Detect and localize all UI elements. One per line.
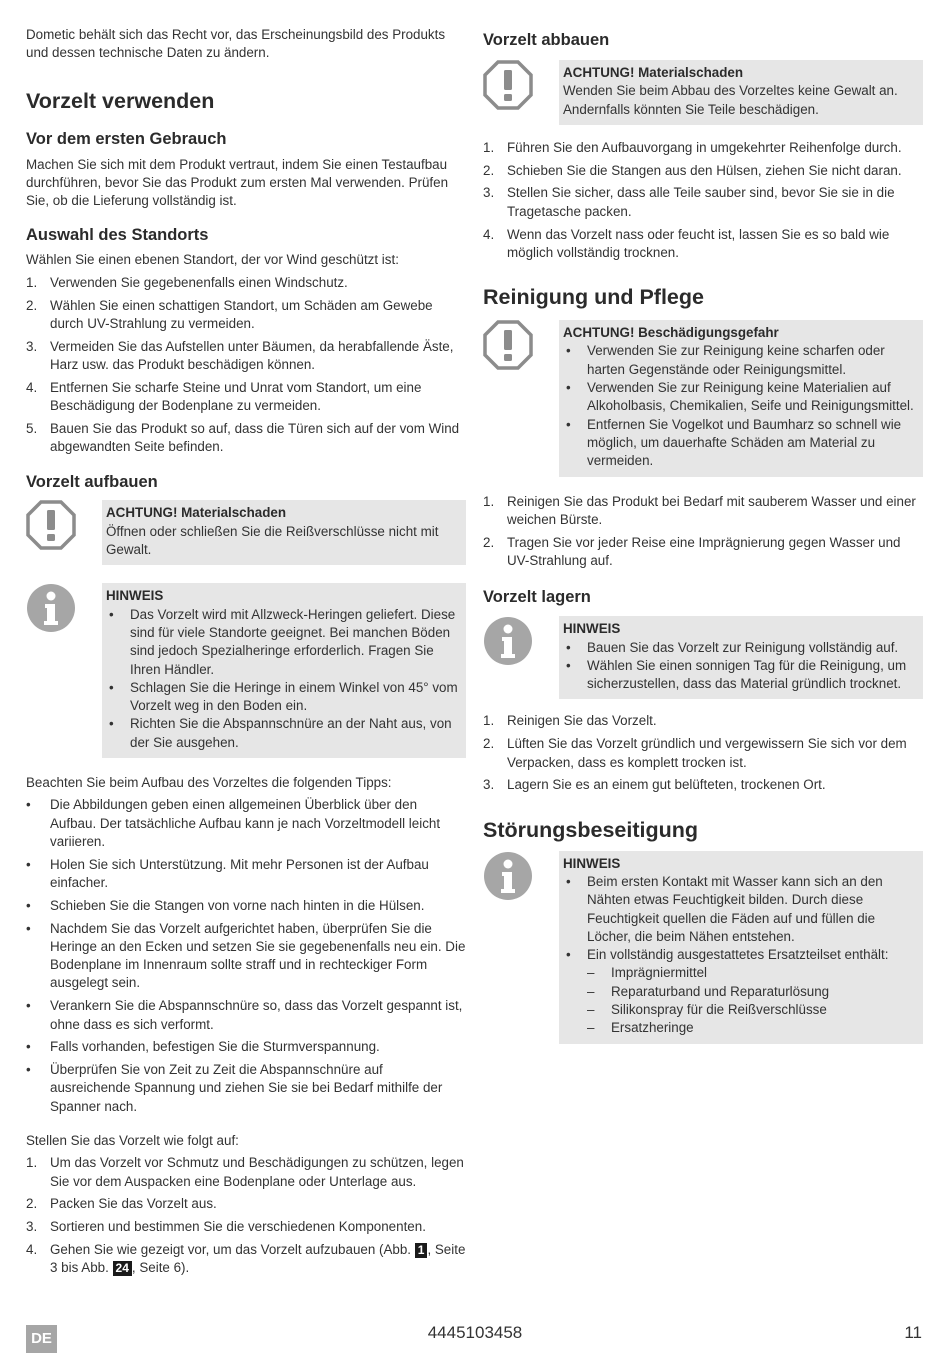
note-box bbox=[559, 851, 923, 1044]
site-intro: Wählen Sie einen ebenen Standort, der vor Wind geschützt ist: bbox=[26, 252, 399, 268]
first-use-text: Machen Sie sich mit dem Produkt vertraut, indem Sie einen Testaufbau durchführen, bevor Sie das Produkt zum ersten Mal verwenden. Prüfen Sie, ob die Lieferung vollständig ist. bbox=[26, 156, 449, 209]
list-item: 1. Führen Sie den Aufbauvorgang in umgekehrter Reihenfolge durch. bbox=[483, 139, 902, 155]
heading-auswahl-des-standorts: Auswahl des Standorts bbox=[26, 226, 209, 245]
figure-ref-1[interactable]: 1 bbox=[415, 1243, 428, 1258]
list-item: – Imprägniermittel bbox=[587, 965, 707, 981]
list-item: • Bauen Sie das Vorzelt zur Reinigung vollständig auf. bbox=[566, 639, 899, 655]
note-notice bbox=[483, 851, 923, 1044]
list-item: – Silikonspray für die Reißverschlüsse bbox=[587, 1001, 827, 1017]
heading-vorzelt-verwenden: Vorzelt verwenden bbox=[26, 88, 215, 113]
list-item: • Nachdem Sie das Vorzelt aufgerichtet haben, überprüfen Sie die Heringe an den Ecken und setzen Sie sie gegebenenfalls neu ein. Die Bodenplane im Innenraum sollte straff und in rechteckiger Form ausgelegt sein. bbox=[26, 920, 466, 991]
spare-parts-list bbox=[587, 964, 915, 1037]
list-item: • Schieben Sie die Stangen von vorne nach hinten in die Hülsen. bbox=[26, 897, 425, 913]
page-number: 11 bbox=[904, 1323, 922, 1342]
heading-vor-dem-ersten-gebrauch: Vor dem ersten Gebrauch bbox=[26, 129, 227, 148]
list-item: • Schlagen Sie die Heringe in einem Winkel von 45° vom Vorzelt weg in den Boden ein. bbox=[109, 679, 458, 714]
note-notice bbox=[483, 616, 923, 699]
list-item: • Falls vorhanden, befestigen Sie die Sturmverspannung. bbox=[26, 1039, 380, 1055]
note-box bbox=[559, 616, 923, 699]
warning-text: Öffnen oder schließen Sie die Reißverschlüsse nicht mit Gewalt. bbox=[106, 523, 439, 558]
list-item: • Die Abbildungen geben einen allgemeinen Überblick über den Aufbau. Der tatsächliche Aufbau kann je nach Vorzeltmodell leicht variieren. bbox=[26, 797, 441, 849]
list-item: • Entfernen Sie Vogelkot und Baumharz so schnell wie möglich, um dauerhafte Schäden am Material zu vermeiden. bbox=[566, 416, 902, 469]
language-badge: DE bbox=[26, 1325, 57, 1353]
warning-text: Wenden Sie beim Abbau des Vorzeltes keine Gewalt an. Andernfalls könnten Sie Teile beschädigen. bbox=[563, 83, 898, 117]
warning-title: ACHTUNG! Materialschaden bbox=[563, 65, 744, 80]
list-item: 2. Schieben Sie die Stangen aus den Hülsen, ziehen Sie nicht daran. bbox=[483, 162, 902, 178]
warning-box bbox=[559, 320, 923, 476]
octagon-exclamation-icon bbox=[483, 60, 559, 115]
list-item: 2. Tragen Sie vor jeder Reise eine Imprägnierung gegen Wasser und UV-Strahlung auf. bbox=[483, 534, 901, 568]
list-item: 3. Lagern Sie es an einem gut belüfteten, trockenen Ort. bbox=[483, 777, 826, 793]
site-list bbox=[26, 274, 466, 457]
steps-intro: Stellen Sie das Vorzelt wie folgt auf: bbox=[26, 1133, 239, 1149]
list-item: 3. Vermeiden Sie das Aufstellen unter Bäumen, da herabfallende Äste, Harz usw. das Produkt beschädigen können. bbox=[26, 338, 454, 372]
note-title: HINWEIS bbox=[563, 621, 621, 637]
list-item: 4. Entfernen Sie scharfe Steine und Unrat vom Standort, um eine Beschädigung der Bodenplane zu vermeiden. bbox=[26, 379, 422, 414]
left-column bbox=[26, 26, 466, 1282]
list-item: • Beim ersten Kontakt mit Wasser kann sich an den Nähten etwas Feuchtigkeit bilden. Durch diese Feuchtigkeit quellen die Fäden auf und füllen die Löcher, die beim Nähen entstehen. bbox=[566, 873, 883, 944]
intro-text: Dometic behält sich das Recht vor, das Erscheinungsbild des Produkts und dessen technische Daten zu ändern. bbox=[26, 27, 446, 61]
dismantle-steps-list bbox=[483, 139, 923, 262]
list-item: 2. Wählen Sie einen schattigen Standort, um Schäden am Gewebe durch UV-Strahlung zu vermeiden. bbox=[26, 297, 433, 331]
note-title: HINWEIS bbox=[106, 588, 164, 604]
right-column bbox=[483, 30, 923, 1044]
list-item: • Verwenden Sie zur Reinigung keine scharfen oder harten Gegenstände oder Reinigungsmittel. bbox=[566, 343, 885, 377]
list-item: • Ein vollständig ausgestattetes Ersatzteilset enthält: – Imprägniermittel – Reparaturband und Reparaturlösung – Silikonspray für die Reißverschlüsse – Ersatzheringe bbox=[563, 946, 915, 1037]
info-circle-icon bbox=[483, 616, 559, 671]
care-steps-list bbox=[483, 493, 923, 571]
warning-notice bbox=[483, 60, 923, 125]
list-item: 1. Um das Vorzelt vor Schmutz und Beschädigungen zu schützen, legen Sie vor dem Auspacken eine Bodenplane oder Unterlage aus. bbox=[26, 1155, 464, 1189]
list-item: 4. Wenn das Vorzelt nass oder feucht ist, lassen Sie es so bald wie möglich vollständig trocknen. bbox=[483, 226, 890, 260]
list-item: • Verankern Sie die Abspannschnüre so, dass das Vorzelt gespannt ist, ohne dass es sich verformt. bbox=[26, 998, 463, 1032]
warning-box bbox=[559, 60, 923, 125]
document-number: 4445103458 bbox=[427, 1323, 523, 1342]
list-item: 1. Reinigen Sie das Produkt bei Bedarf mit sauberem Wasser und einer weichen Bürste. bbox=[483, 493, 916, 527]
warning-notice bbox=[26, 500, 466, 565]
note-box bbox=[102, 583, 466, 758]
list-item: 5. Bauen Sie das Produkt so auf, dass die Türen sich auf der vom Wind abgewandten Seite befinden. bbox=[26, 420, 460, 455]
heading-vorzelt-lagern: Vorzelt lagern bbox=[483, 588, 591, 607]
list-item: • Verwenden Sie zur Reinigung keine Materialien auf Alkoholbasis, Chemikalien, Seife und Reinigungsmittel. bbox=[566, 380, 914, 414]
list-item: • Holen Sie sich Unterstützung. Mit mehr Personen ist der Aufbau einfacher. bbox=[26, 856, 429, 890]
list-item: – Ersatzheringe bbox=[587, 1020, 694, 1036]
list-item: 3. Sortieren und bestimmen Sie die verschiedenen Komponenten. bbox=[26, 1219, 426, 1235]
heading-stoerungsbeseitigung: Störungsbeseitigung bbox=[483, 817, 698, 842]
list-item: • Das Vorzelt wird mit Allzweck-Heringen geliefert. Diese sind für viele Standorte geeignet. Bei manchen Böden sind jedoch Spezialheringe erforderlich. Fragen Sie Ihren Händler. bbox=[109, 606, 456, 677]
warning-title: ACHTUNG! Beschädigungsgefahr bbox=[563, 325, 779, 341]
warning-box bbox=[102, 500, 466, 565]
list-item: 2. Packen Sie das Vorzelt aus. bbox=[26, 1196, 217, 1212]
list-item: – Reparaturband und Reparaturlösung bbox=[587, 983, 830, 999]
tips-intro: Beachten Sie beim Aufbau des Vorzeltes die folgenden Tipps: bbox=[26, 775, 392, 791]
note-notice bbox=[26, 583, 466, 758]
list-item: 4. Gehen Sie wie gezeigt vor, um das Vorzelt aufzubauen (Abb. 1 , Seite 3 bis Abb. 24 , Seite 6). bbox=[26, 1242, 466, 1276]
info-circle-icon bbox=[26, 583, 102, 638]
figure-ref-24[interactable]: 24 bbox=[113, 1261, 132, 1276]
heading-vorzelt-aufbauen: Vorzelt aufbauen bbox=[26, 473, 158, 492]
list-item: • Wählen Sie einen sonnigen Tag für die Reinigung, um sicherzustellen, dass das Material gründlich trocknet. bbox=[566, 657, 907, 692]
list-item: • Richten Sie die Abspannschnüre an der Naht aus, von der Sie ausgehen. bbox=[109, 716, 452, 750]
info-circle-icon bbox=[483, 851, 559, 906]
list-item: 3. Stellen Sie sicher, dass alle Teile sauber sind, bevor Sie sie in die Tragetasche packen. bbox=[483, 185, 895, 219]
tips-list bbox=[26, 796, 466, 1116]
list-item: 1. Reinigen Sie das Vorzelt. bbox=[483, 713, 657, 729]
octagon-exclamation-icon bbox=[483, 320, 559, 375]
heading-reinigung-und-pflege: Reinigung und Pflege bbox=[483, 285, 704, 310]
setup-steps-list bbox=[26, 1154, 466, 1277]
warning-notice bbox=[483, 320, 923, 476]
heading-vorzelt-abbauen: Vorzelt abbauen bbox=[483, 31, 610, 49]
note-title: HINWEIS bbox=[563, 855, 621, 871]
list-item: 2. Lüften Sie das Vorzelt gründlich und vergewissern Sie sich vor dem Verpacken, dass es komplett trocken ist. bbox=[483, 736, 907, 770]
warning-title: ACHTUNG! Materialschaden bbox=[106, 505, 287, 521]
store-steps-list bbox=[483, 712, 923, 794]
list-item: 1. Verwenden Sie gegebenenfalls einen Windschutz. bbox=[26, 274, 348, 290]
octagon-exclamation-icon bbox=[26, 500, 102, 555]
list-item: • Überprüfen Sie von Zeit zu Zeit die Abspannschnüre auf ausreichende Spannung und ziehen Sie sie bei Bedarf mithilfe der Spanner nach. bbox=[26, 1062, 443, 1114]
